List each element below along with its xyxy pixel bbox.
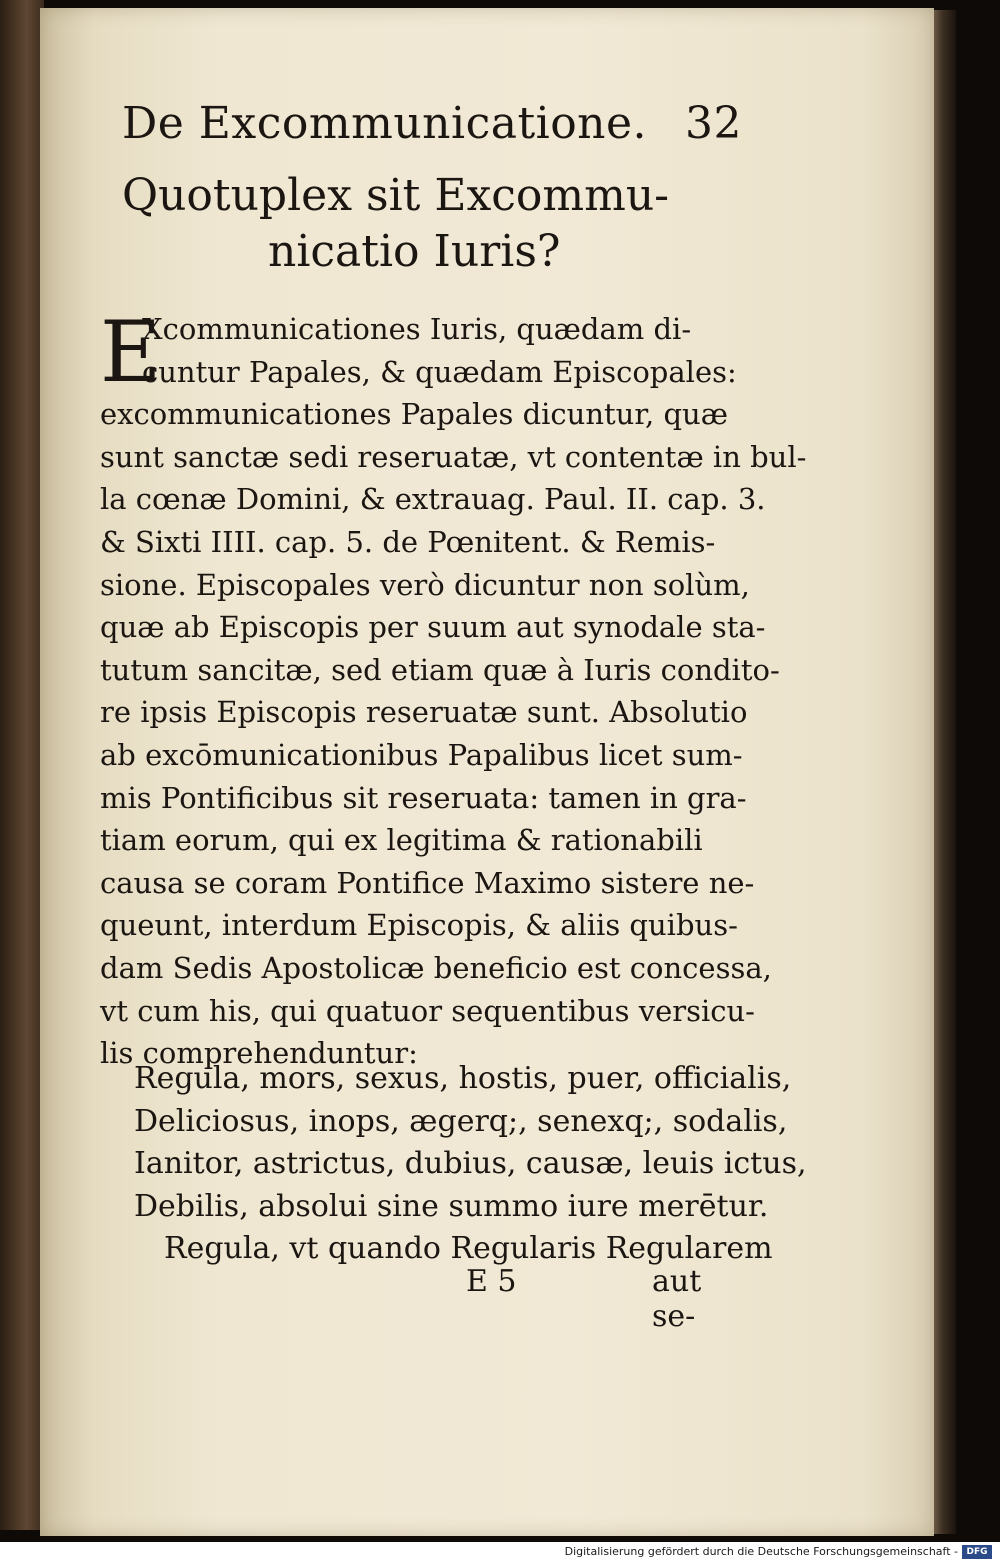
body-line: & Sixti IIII. cap. 5. de Pœnitent. & Remis- xyxy=(100,524,716,559)
signature-mark: E 5 xyxy=(466,1264,517,1299)
paper-page xyxy=(40,8,934,1536)
verse-line: Ianitor, astrictus, dubius, causæ, leuis ictus, xyxy=(134,1146,807,1182)
verse-block xyxy=(134,1058,807,1228)
section-title xyxy=(122,168,742,280)
body-text xyxy=(100,303,807,1075)
body-line: la cœnæ Domini, & extrauag. Paul. II. cap. 3. xyxy=(100,482,766,517)
body-line: tutum sancitæ, sed etiam quæ à Iuris condito- xyxy=(100,652,780,687)
body-line: quæ ab Episcopis per suum aut synodale sta- xyxy=(100,610,766,645)
dfg-logo: DFG xyxy=(962,1545,992,1559)
running-head xyxy=(122,98,742,158)
body-line: sione. Episcopales verò dicuntur non solùm, xyxy=(100,567,750,602)
body-line: causa se coram Pontifice Maximo sistere ne- xyxy=(100,865,755,900)
body-line: lis comprehenduntur: xyxy=(100,1036,418,1071)
verse-line: Deliciosus, inops, ægerq;, senexq;, sodalis, xyxy=(134,1103,788,1139)
body-line: tiam eorum, qui ex legitima & rationabili xyxy=(100,823,703,858)
funding-credit: Digitalisierung gefördert durch die Deutsche Forschungsgemeinschaft - xyxy=(564,1545,958,1558)
section-title-line-2: nicatio Iuris? xyxy=(268,226,561,277)
folio-number: 32 xyxy=(685,98,742,149)
verse-line: Regula, mors, sexus, hostis, puer, officialis, xyxy=(134,1061,792,1096)
body-line: mis Pontificibus sit reseruata: tamen in gra- xyxy=(100,780,747,815)
section-title-line-1: Quotuplex sit Excommu- xyxy=(122,170,670,221)
body-line: Xcommunicationes Iuris, quædam di- xyxy=(142,312,692,346)
body-line: cuntur Papales, & quædam Episcopales: xyxy=(142,354,737,389)
body-line: vt cum his, qui quatuor sequentibus versicu- xyxy=(100,993,755,1028)
body-line: queunt, interdum Episcopis, & aliis quibus- xyxy=(100,908,738,943)
body-line: re ipsis Episcopis reseruatæ sunt. Absolutio xyxy=(100,695,748,730)
drop-cap: E xyxy=(100,303,162,401)
verse-line: Debilis, absolui sine summo iure merētur. xyxy=(134,1188,769,1224)
body-line: excommunicationes Papales dicuntur, quæ xyxy=(100,397,728,432)
body-line: dam Sedis Apostolicæ beneficio est concessa, xyxy=(100,950,772,985)
body-line: sunt sanctæ sedi reseruatæ, vt contentæ in bul- xyxy=(100,439,807,474)
catchword: aut se- xyxy=(652,1264,702,1334)
running-head-title: De Excommunicatione. xyxy=(122,98,648,149)
body-line: ab excōmunicationibus Papalibus licet sum- xyxy=(100,737,743,772)
paragraph-after-verse: Regula, vt quando Regularis Regularem xyxy=(164,1231,773,1266)
book-fore-edge xyxy=(934,10,956,1534)
book-binding xyxy=(0,0,44,1530)
